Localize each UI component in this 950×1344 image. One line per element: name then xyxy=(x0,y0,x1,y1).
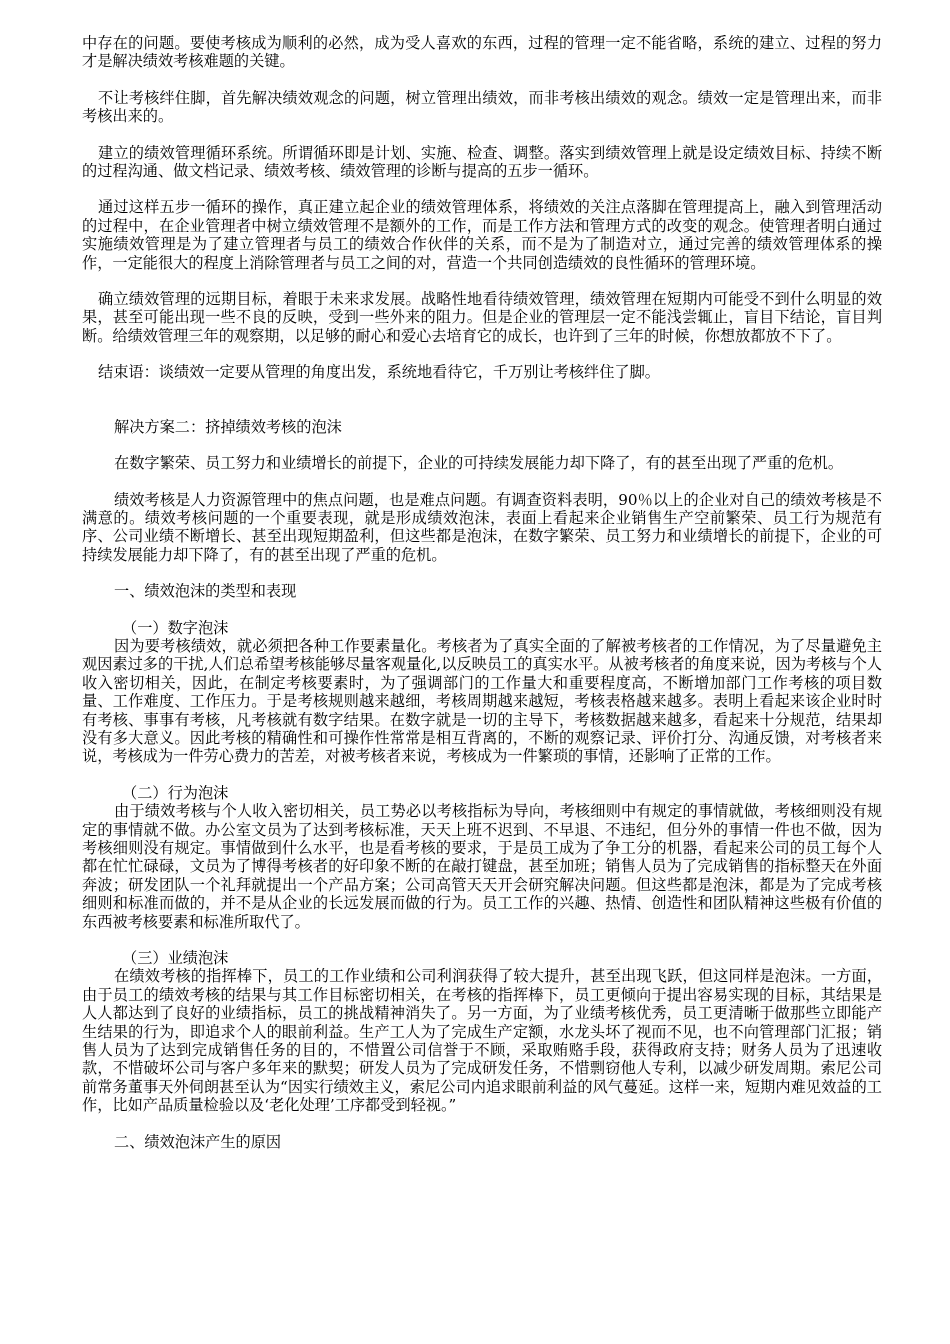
paragraph-performance-bubble: 在绩效考核的指挥棒下，员工的工作业绩和公司利润获得了较大提升，甚至出现飞跃，但这同样是泡沫。一方面，由于员工的绩效考核的结果与其工作目标密切相关，在考核的指挥棒下，员工更倾向于提出容易实现的目标，其结果是人人都达到了良好的业绩指标，员工的挑战精神消失了。另一方面，为了业绩考核优秀，员工更清晰于做那些立即能产生结果的行为，即追求个人的眼前利益。生产工人为了完成生产定额，水龙头坏了视而不见，也不向管理部门汇报；销售人员为了达到完成销售任务的目的，不惜置公司信誉于不顾，采取贿赂手段，获得政府支持；财务人员为了迅速收款，不惜破坏公司与客户多年来的默契；研发人员为了完成研发任务，不惜剽窃他人专利，以减少研发周期。索尼公司前常务董事天外伺朗甚至认为“因实行绩效主义，索尼公司内追求眼前利益的风气蔓延。这样一来，短期内难见效益的工作，比如产品质量检验以及‘老化处理’工序都受到轻视。” xyxy=(82,967,882,1115)
subheading-behavior-bubble: （二）行为泡沫 xyxy=(122,783,229,802)
paragraph-behavior-bubble: 由于绩效考核与个人收入密切相关，员工势必以考核指标为导向，考核细则中有规定的事情就做，考核细则没有规定的事情就不做。办公室文员为了达到考核标准，天天上班不迟到、不早退、不违纪，但分外的事情一件也不做，因为考核细则没有规定。事情做到什么水平，也是看考核的要求，于是员工成为了争工分的机器，看起来公司的员工每个人都在忙忙碌碌，文员为了博得考核者的好印象不断的在敲打键盘，甚至加班；销售人员为了完成销售的指标整天在外面奔波；研发团队一个礼拜就提出一个产品方案；公司高管天天开会研究解决问题。但这些都是泡沫，都是为了完成考核细则和标准而做的，并不是从企业的长远发展而做的行为。员工工作的兴趣、热情、创造性和团队精神这些极有价值的东西被考核要素和标准所取代了。 xyxy=(82,802,882,931)
subheading-performance-bubble: （三）业绩泡沫 xyxy=(122,949,229,968)
paragraph-long-term-goal: 确立绩效管理的远期目标，着眼于未来求发展。战略性地看待绩效管理，绩效管理在短期内可能受不到什么明显的效果，甚至可能出现一些不良的反映，受到一些外来的阻力。但是企业的管理层一定不能浅尝辄止，盲目下结论，盲目判断。给绩效管理三年的观察期，以足够的耐心和爱心去培育它的成长，也许到了三年的时候，你想放都放不下了。 xyxy=(82,290,882,345)
subheading-number-bubble: （一）数字泡沫 xyxy=(122,618,229,637)
paragraph-performance-concept: 不让考核绊住脚，首先解决绩效观念的问题，树立管理出绩效，而非考核出绩效的观念。绩效一定是管理出来，而非考核出来的。 xyxy=(82,88,882,126)
paragraph-five-step-cycle: 通过这样五步一循环的操作，真正建立起企业的绩效管理体系，将绩效的关注点落脚在管理提高上，融入到管理活动的过程中，在企业管理者中树立绩效管理不是额外的工作，而是工作方法和管理方式的改变的观念。使管理者明白通过实施绩效管理是为了建立管理者与员工的绩效合作伙伴的关系，而不是为了制造对立，通过完善的绩效管理体系的操作，一定能很大的程度上消除管理者与员工之间的对，营造一个共同创造绩效的良性循环的管理环境。 xyxy=(82,198,882,272)
section-heading-causes: 二、绩效泡沫产生的原因 xyxy=(114,1132,282,1151)
paragraph-number-bubble: 因为要考核绩效，就必须把各种工作要素量化。考核者为了真实全面的了解被考核者的工作情况，为了尽量避免主观因素过多的干扰,人们总希望考核能够尽量客观量化,以反映员工的真实水平。从被考核者的角度来说，因为考核与个人收入密切相关，因此，在制定考核要素时，为了强调部门的工作量大和重要程度高，不断增加部门工作考核的项目数量、工作难度、工作压力。于是考核规则越来越细，考核周期越来越短，考核表格越来越多。表明上看起来该企业时时有考核、事事有考核，凡考核就有数字结果。在数字就是一切的主导下，考核数据越来越多，看起来十分规范，结果却没有多大意义。因此考核的精确性和可操作性常常是相互背离的，不断的观察记录、评价打分、沟通反馈，对考核者来说，考核成为一件劳心费力的苦差，对被考核者来说，考核成为一件繁琐的事情，还影响了正常的工作。 xyxy=(82,636,882,766)
section-gap xyxy=(82,400,882,418)
section-heading-types: 一、绩效泡沫的类型和表现 xyxy=(114,582,297,601)
paragraph-intro-crisis: 在数字繁荣、员工努力和业绩增长的前提下，企业的可持续发展能力却下降了，有的甚至出现了严重的危机。 xyxy=(114,454,843,473)
document-page xyxy=(82,34,882,1169)
solution-two-title: 解决方案二：挤掉绩效考核的泡沫 xyxy=(114,417,342,436)
paragraph-management-cycle: 建立的绩效管理循环系统。所谓循环即是计划、实施、检查、调整。落实到绩效管理上就是设定绩效目标、持续不断的过程沟通、做文档记录、绩效考核、绩效管理的诊断与提高的五步一循环。 xyxy=(82,143,882,181)
paragraph-process-management: 中存在的问题。要使考核成为顺利的必然，成为受人喜欢的东西，过程的管理一定不能省略，系统的建立、过程的努力才是解决绩效考核难题的关键。 xyxy=(82,34,882,71)
paragraph-conclusion: 结束语：谈绩效一定要从管理的角度出发，系统地看待它，千万别让考核绊住了脚。 xyxy=(98,363,660,382)
paragraph-intro-bubble: 绩效考核是人力资源管理中的焦点问题，也是难点问题。有调查资料表明，90％以上的企业对自己的绩效考核是不满意的。绩效考核问题的一个重要表现，就是形成绩效泡沫，表面上看起来企业销售生产空前繁荣、员工行为规范有序、公司业绩不断增长、甚至出现短期盈利，但这些都是泡沫，在数字繁荣、员工努力和业绩增长的前提下，企业的可持续发展能力却下降了，有的甚至出现了严重的危机。 xyxy=(82,490,882,564)
